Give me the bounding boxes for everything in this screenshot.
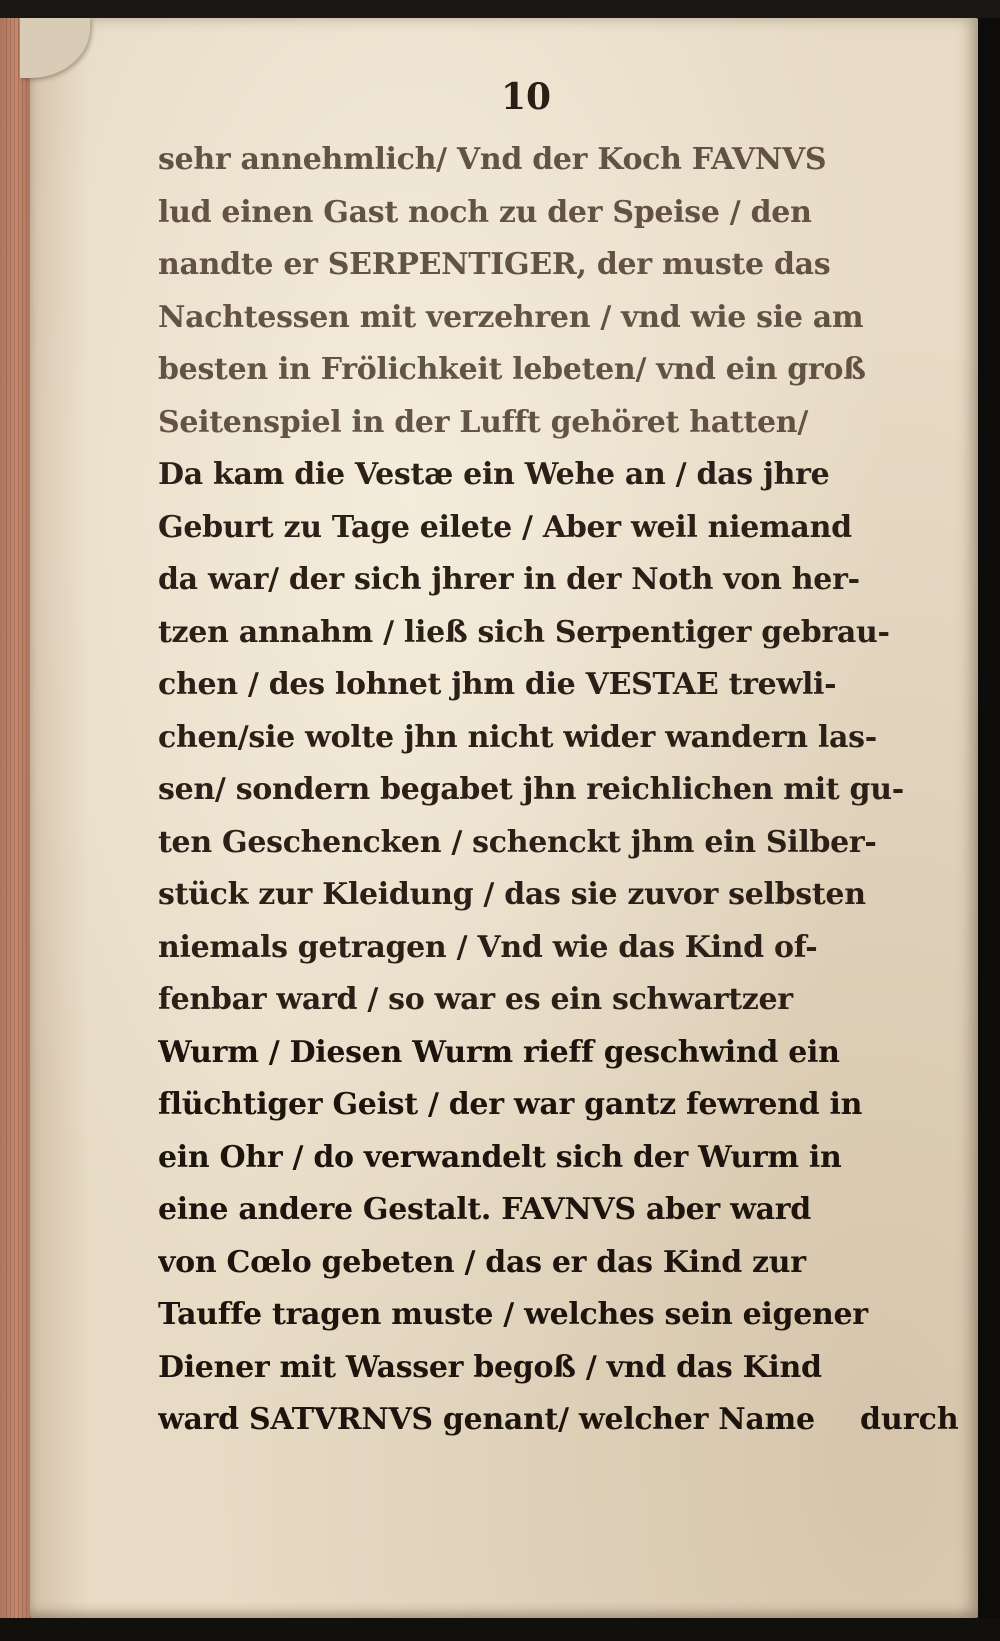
scan-top-border bbox=[0, 0, 1000, 18]
text-line: nandte er SERPENTIGER, der muste das bbox=[158, 247, 831, 282]
text-line: Tauffe tragen muste / welches sein eigener bbox=[158, 1297, 868, 1332]
text-line: ten Geschencken / schenckt jhm ein Silber- bbox=[158, 824, 877, 860]
text-line: ein Ohr / do verwandelt sich der Wurm in bbox=[158, 1139, 842, 1175]
text-line: lud einen Gast noch zu der Speise / den bbox=[158, 194, 812, 230]
text-line: sen/ sondern begabet jhn reichlichen mit gu- bbox=[158, 772, 904, 807]
scan-bottom-border bbox=[0, 1618, 1000, 1641]
text-line: Seitenspiel in der Lufft gehöret hatten/ bbox=[158, 404, 808, 440]
text-line: da war/ der sich jhrer in der Noth von her- bbox=[158, 562, 860, 597]
text-line: besten in Frölichkeit lebeten/ vnd ein groß bbox=[158, 352, 866, 387]
text-line: ward SATVRNVS genant/ welcher Name bbox=[158, 1402, 815, 1437]
page-number: 10 bbox=[500, 76, 552, 118]
text-line: eine andere Gestalt. FAVNVS aber ward bbox=[158, 1192, 811, 1227]
text-line: fenbar ward / so war es ein schwartzer bbox=[158, 982, 793, 1017]
page-text bbox=[158, 134, 970, 1447]
text-line: flüchtiger Geist / der war gantz fewrend in bbox=[158, 1087, 863, 1122]
text-line: Diener mit Wasser begoß / vnd das Kind bbox=[158, 1349, 822, 1385]
text-line: von Cœlo gebeten / das er das Kind zur bbox=[158, 1244, 806, 1280]
catchword: durch bbox=[860, 1402, 959, 1437]
text-line: stück zur Kleidung / das sie zuvor selbsten bbox=[158, 877, 866, 912]
text-line: Nachtessen mit verzehren / vnd wie sie am bbox=[158, 299, 864, 335]
text-line: niemals getragen / Vnd wie das Kind of- bbox=[158, 929, 818, 965]
text-line: Geburt zu Tage eilete / Aber weil niemand bbox=[158, 509, 852, 545]
text-line: chen / des lohnet jhm die VESTAE trewli- bbox=[158, 667, 837, 702]
text-line: Wurm / Diesen Wurm rieff geschwind ein bbox=[158, 1034, 840, 1070]
text-line: Da kam die Vestæ ein Wehe an / das jhre bbox=[158, 457, 830, 492]
text-line: tzen annahm / ließ sich Serpentiger gebrau- bbox=[158, 614, 890, 650]
text-line: chen/sie wolte jhn nicht wider wandern las- bbox=[158, 719, 877, 755]
text-line: sehr annehmlich/ Vnd der Koch FAVNVS bbox=[158, 142, 827, 177]
